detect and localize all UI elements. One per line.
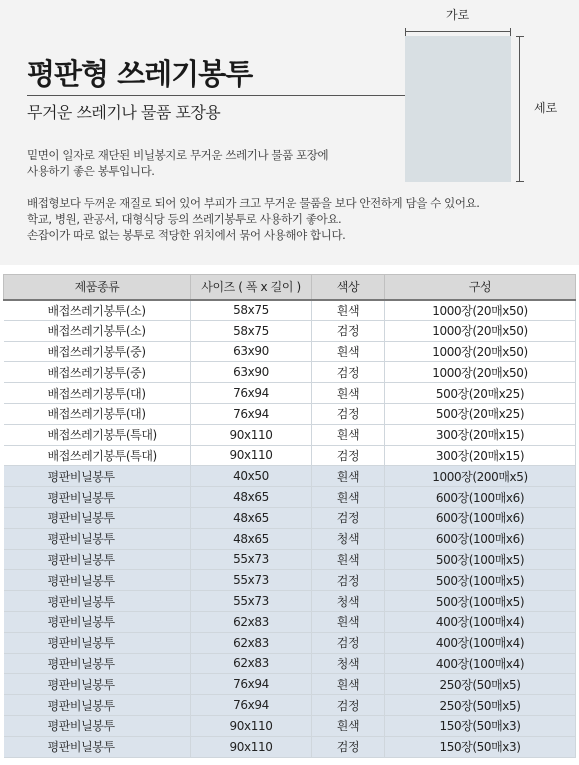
color-cell: 검정 xyxy=(312,695,385,716)
product-cell: 평판비닐봉투 xyxy=(4,653,191,674)
product-spec-table xyxy=(3,274,576,758)
size-cell: 62x83 xyxy=(191,632,312,653)
size-cell: 76x94 xyxy=(191,674,312,695)
table-row xyxy=(4,736,576,757)
table-row xyxy=(4,424,576,445)
table-row xyxy=(4,383,576,404)
composition-cell: 1000장(20매x50) xyxy=(385,300,576,321)
color-cell: 흰색 xyxy=(312,383,385,404)
color-cell: 청색 xyxy=(312,528,385,549)
color-cell: 청색 xyxy=(312,591,385,612)
column-header-color: 색상 xyxy=(312,275,385,300)
composition-cell: 400장(100매x4) xyxy=(385,653,576,674)
size-cell: 63x90 xyxy=(191,362,312,383)
product-cell: 배접쓰레기봉투(대) xyxy=(4,383,191,404)
color-cell: 흰색 xyxy=(312,300,385,321)
size-cell: 63x90 xyxy=(191,341,312,362)
height-label: 세로 xyxy=(534,101,558,115)
table-row xyxy=(4,445,576,466)
composition-cell: 250장(50매x5) xyxy=(385,695,576,716)
color-cell: 검정 xyxy=(312,362,385,383)
table-row xyxy=(4,466,576,487)
size-cell: 48x65 xyxy=(191,528,312,549)
table-row xyxy=(4,632,576,653)
color-cell: 청색 xyxy=(312,653,385,674)
table-row xyxy=(4,653,576,674)
page-subtitle: 무거운 쓰레기나 물품 포장용 xyxy=(27,103,221,122)
color-cell: 흰색 xyxy=(312,487,385,508)
table-row xyxy=(4,591,576,612)
size-cell: 58x75 xyxy=(191,320,312,341)
size-cell: 76x94 xyxy=(191,695,312,716)
product-cell: 평판비닐봉투 xyxy=(4,528,191,549)
intro-section xyxy=(0,0,579,265)
product-cell: 평판비닐봉투 xyxy=(4,695,191,716)
composition-cell: 1000장(200매x5) xyxy=(385,466,576,487)
composition-cell: 1000장(20매x50) xyxy=(385,362,576,383)
product-cell: 평판비닐봉투 xyxy=(4,736,191,757)
size-cell: 90x110 xyxy=(191,715,312,736)
title-divider xyxy=(27,95,405,96)
color-cell: 검정 xyxy=(312,736,385,757)
color-cell: 흰색 xyxy=(312,715,385,736)
composition-cell: 300장(20매x15) xyxy=(385,445,576,466)
product-cell: 평판비닐봉투 xyxy=(4,591,191,612)
composition-cell: 500장(100매x5) xyxy=(385,591,576,612)
composition-cell: 500장(20매x25) xyxy=(385,383,576,404)
composition-cell: 250장(50매x5) xyxy=(385,674,576,695)
table-row xyxy=(4,570,576,591)
table-body xyxy=(4,300,576,758)
size-cell: 55x73 xyxy=(191,549,312,570)
size-cell: 90x110 xyxy=(191,424,312,445)
composition-cell: 300장(20매x15) xyxy=(385,424,576,445)
size-cell: 58x75 xyxy=(191,300,312,321)
table-row xyxy=(4,362,576,383)
width-dimension-line xyxy=(405,28,511,36)
table-row xyxy=(4,549,576,570)
product-cell: 평판비닐봉투 xyxy=(4,549,191,570)
composition-cell: 500장(20매x25) xyxy=(385,403,576,424)
color-cell: 검정 xyxy=(312,570,385,591)
width-label: 가로 xyxy=(446,8,470,22)
product-cell: 배접쓰레기봉투(소) xyxy=(4,300,191,321)
product-cell: 평판비닐봉투 xyxy=(4,715,191,736)
color-cell: 검정 xyxy=(312,403,385,424)
product-cell: 평판비닐봉투 xyxy=(4,487,191,508)
table-row xyxy=(4,528,576,549)
product-cell: 평판비닐봉투 xyxy=(4,611,191,632)
color-cell: 검정 xyxy=(312,445,385,466)
table-header-row xyxy=(4,275,576,300)
size-cell: 55x73 xyxy=(191,570,312,591)
bag-diagram xyxy=(405,36,511,182)
table-row xyxy=(4,320,576,341)
description-paragraph-2 xyxy=(27,195,480,243)
table-row xyxy=(4,341,576,362)
column-header-composition: 구성 xyxy=(385,275,576,300)
description-line: 손잡이가 따로 없는 봉투로 적당한 위치에서 묶어 사용해야 합니다. xyxy=(27,228,346,242)
composition-cell: 600장(100매x6) xyxy=(385,507,576,528)
product-cell: 평판비닐봉투 xyxy=(4,674,191,695)
color-cell: 흰색 xyxy=(312,341,385,362)
color-cell: 검정 xyxy=(312,320,385,341)
composition-cell: 1000장(20매x50) xyxy=(385,320,576,341)
column-header-product: 제품종류 xyxy=(4,275,191,300)
description-line: 밑면이 일자로 재단된 비닐봉지로 무거운 쓰레기나 물품 포장에 xyxy=(27,148,329,162)
description-paragraph-1 xyxy=(27,147,328,179)
table-row xyxy=(4,403,576,424)
composition-cell: 600장(100매x6) xyxy=(385,487,576,508)
size-cell: 90x110 xyxy=(191,445,312,466)
color-cell: 검정 xyxy=(312,507,385,528)
size-cell: 48x65 xyxy=(191,487,312,508)
product-cell: 배접쓰레기봉투(대) xyxy=(4,403,191,424)
description-line: 사용하기 좋은 봉투입니다. xyxy=(27,164,155,178)
description-line: 학교, 병원, 관공서, 대형식당 등의 쓰레기봉투로 사용하기 좋아요. xyxy=(27,212,342,226)
description-line: 배접형보다 두꺼운 재질로 되어 있어 부피가 크고 무거운 물품을 보다 안전하게 담을 수 있어요. xyxy=(27,196,480,210)
height-dimension-line xyxy=(516,36,524,182)
product-cell: 평판비닐봉투 xyxy=(4,466,191,487)
composition-cell: 150장(50매x3) xyxy=(385,715,576,736)
composition-cell: 500장(100매x5) xyxy=(385,570,576,591)
product-cell: 배접쓰레기봉투(중) xyxy=(4,362,191,383)
color-cell: 흰색 xyxy=(312,424,385,445)
composition-cell: 150장(50매x3) xyxy=(385,736,576,757)
size-cell: 76x94 xyxy=(191,403,312,424)
page-title: 평판형 쓰레기봉투 xyxy=(27,57,253,91)
product-cell: 배접쓰레기봉투(소) xyxy=(4,320,191,341)
product-cell: 배접쓰레기봉투(중) xyxy=(4,341,191,362)
product-cell: 평판비닐봉투 xyxy=(4,507,191,528)
size-cell: 40x50 xyxy=(191,466,312,487)
composition-cell: 500장(100매x5) xyxy=(385,549,576,570)
size-cell: 48x65 xyxy=(191,507,312,528)
color-cell: 흰색 xyxy=(312,674,385,695)
product-cell: 배접쓰레기봉투(특대) xyxy=(4,445,191,466)
size-cell: 62x83 xyxy=(191,653,312,674)
color-cell: 흰색 xyxy=(312,466,385,487)
size-cell: 55x73 xyxy=(191,591,312,612)
composition-cell: 400장(100매x4) xyxy=(385,632,576,653)
composition-cell: 1000장(20매x50) xyxy=(385,341,576,362)
table-row xyxy=(4,507,576,528)
column-header-size: 사이즈 ( 폭 x 길이 ) xyxy=(191,275,312,300)
product-cell: 배접쓰레기봉투(특대) xyxy=(4,424,191,445)
size-cell: 76x94 xyxy=(191,383,312,404)
table-row xyxy=(4,611,576,632)
table-row xyxy=(4,695,576,716)
size-cell: 62x83 xyxy=(191,611,312,632)
product-cell: 평판비닐봉투 xyxy=(4,570,191,591)
color-cell: 검정 xyxy=(312,632,385,653)
color-cell: 흰색 xyxy=(312,611,385,632)
table-row xyxy=(4,715,576,736)
table-row xyxy=(4,674,576,695)
composition-cell: 400장(100매x4) xyxy=(385,611,576,632)
size-cell: 90x110 xyxy=(191,736,312,757)
product-cell: 평판비닐봉투 xyxy=(4,632,191,653)
table-row xyxy=(4,487,576,508)
color-cell: 흰색 xyxy=(312,549,385,570)
composition-cell: 600장(100매x6) xyxy=(385,528,576,549)
table-row xyxy=(4,300,576,321)
